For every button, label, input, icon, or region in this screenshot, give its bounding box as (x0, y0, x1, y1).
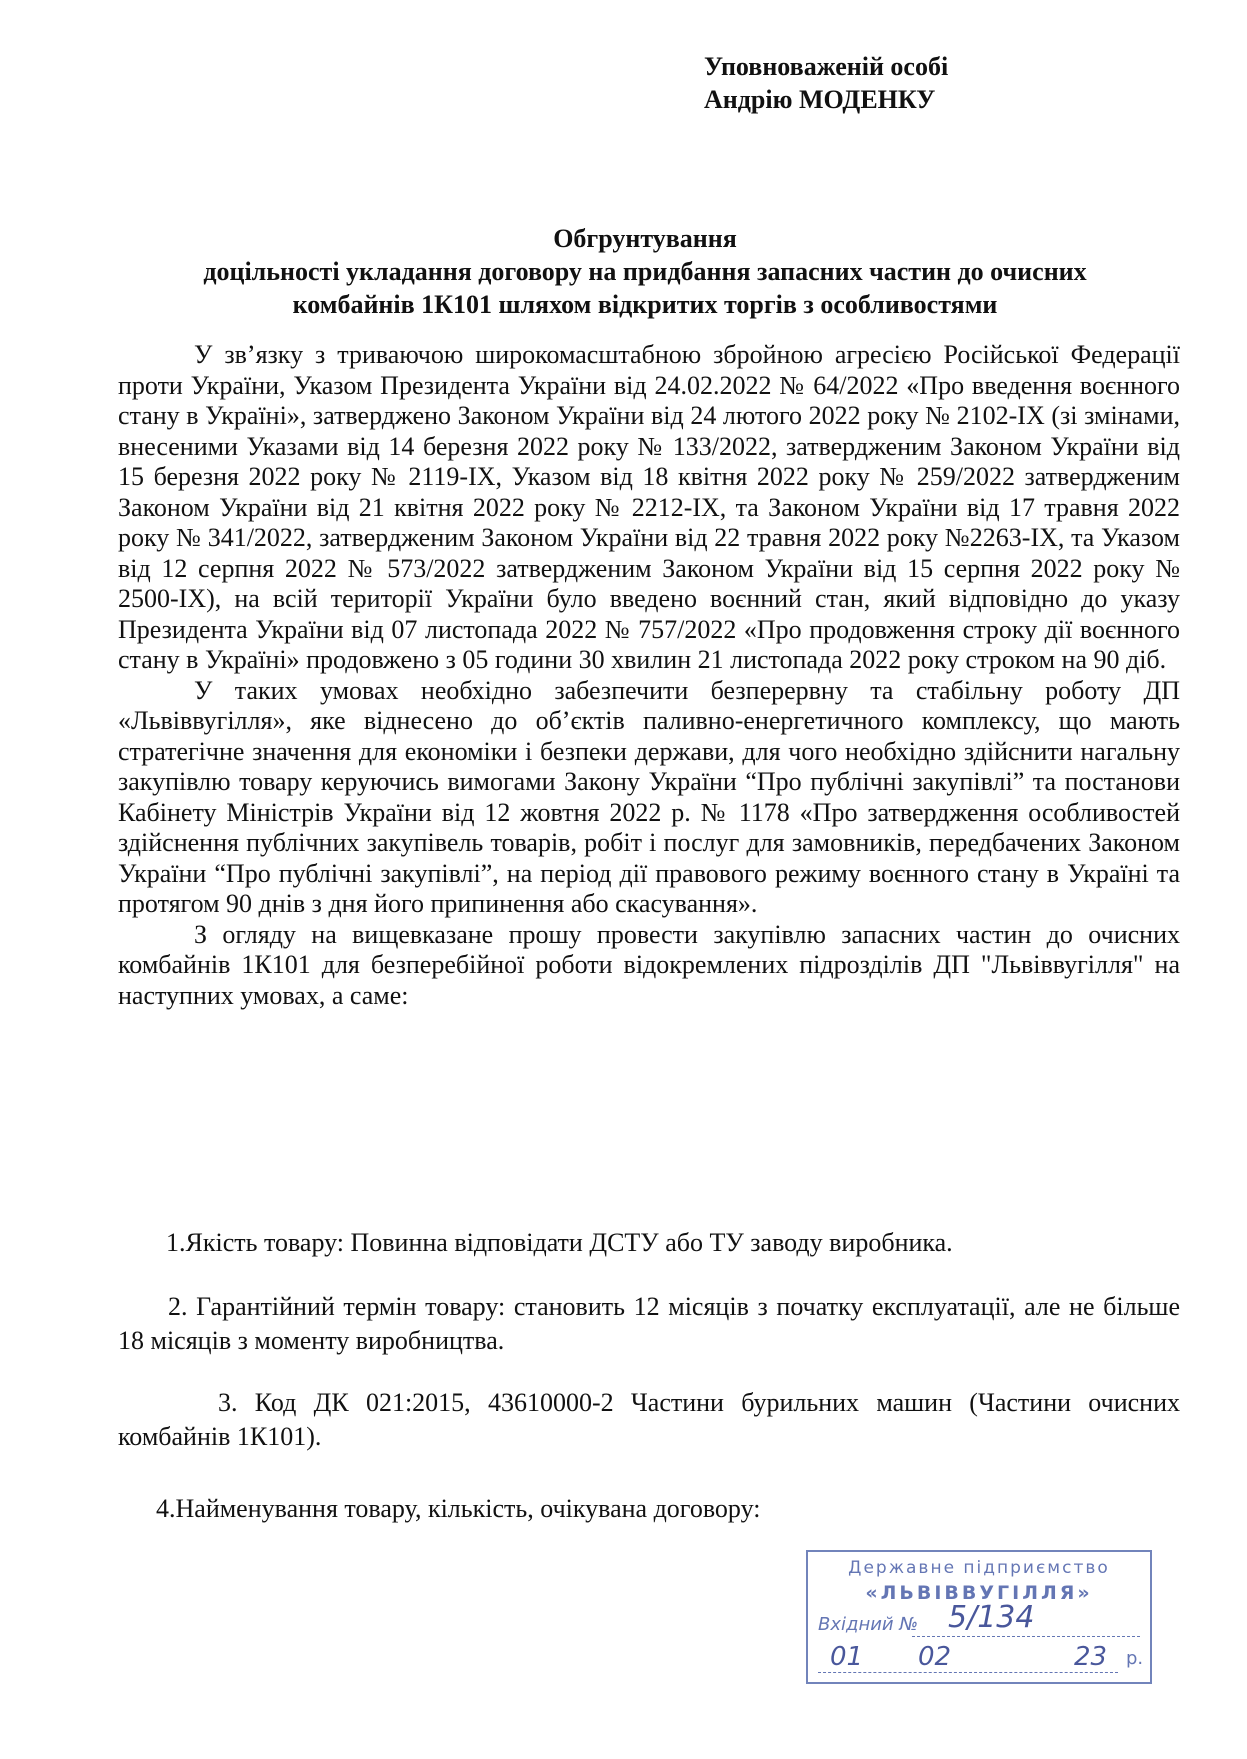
stamp-incoming-number: 5/134 (948, 1600, 1035, 1635)
item-quality: 1.Якість товару: Повинна відповідати ДСТУ або ТУ заводу виробника. (166, 1228, 953, 1257)
addressee-block (704, 50, 948, 116)
stamp-day: 01 (830, 1642, 864, 1672)
stamp-incoming-label: Вхідний № (818, 1614, 919, 1635)
addressee-position: Уповноваженій особі (704, 52, 949, 81)
document-title (110, 222, 1180, 321)
paragraph-procurement-need: У таких умовах необхідно забезпечити безперервну та стабільну роботу ДП «Львіввугілля», яке віднесено до об’єктів паливно-енергетичного комплексу, що мають стратегічне значення для економіки і безпеки держави, для чого необхідно здійснити нагальну закупівлю товару керуючись вимогами Закону України “Про публічні закупівлі” та постанови Кабінету Міністрів України від 12 жовтня 2022 р. № 1178 «Про затвердження особливостей здійснення публічних закупівель товарів, робіт і послуг для замовників, передбачених Законом України “Про публічні закупівлі”, на період дії правового режиму воєнного стану в Україні та протягом 90 днів з дня його припинення або скасування». (118, 675, 1180, 918)
title-line-3: комбайнів 1К101 шляхом відкритих торгів з особливостями (292, 290, 998, 319)
title-line-2: доцільності укладання договору на придбання запасних частин до очисних (203, 257, 1087, 286)
addressee-name: Андрію МОДЕНКУ (704, 85, 936, 114)
item-dk-code: 3. Код ДК 021:2015, 43610000-2 Частини бурильних машин (Частини очисних комбайнів 1К101). (118, 1388, 1180, 1451)
paragraph-request: З огляду на вищевказане прошу провести закупівлю запасних частин до очисних комбайнів 1К101 для безперебійної роботи відокремлених підрозділів ДП "Львіввугілля" на наступних умовах, а саме: (118, 919, 1180, 1010)
stamp-org-line-2: «ЛЬВІВВУГІЛЛЯ» (865, 1582, 1093, 1604)
incoming-stamp (806, 1550, 1152, 1684)
stamp-year: 23 (1074, 1642, 1108, 1672)
stamp-org-line-1: Державне підприємство (848, 1558, 1110, 1578)
item-warranty: 2. Гарантійний термін товару: становить 12 місяців з початку експлуатації, але не більше 18 місяців з моменту виробництва. (118, 1292, 1180, 1355)
paragraph-martial-law: У зв’язку з триваючою широкомасштабною збройною агресією Російської Федерації проти України, Указом Президента України від 24.02.2022 № 64/2022 «Про введення воєнного стану в Україні», затверджено Законом України від 24 лютого 2022 року № 2102-IX (зі змінами, внесеними Указами від 14 березня 2022 року № 133/2022, затвердженим Законом України від 15 березня 2022 року № 2119-IX, Указом від 18 квітня 2022 року № 259/2022 затвердженим Законом України від 21 квітня 2022 року № 2212-IX, та Законом України від 17 травня 2022 року № 341/2022, затвердженим Законом України від 22 травня 2022 року №2263-IX, та Указом від 12 серпня 2022 № 573/2022 затвердженим Законом України від 15 серпня 2022 року № 2500-IX), на всій території України було введено воєнний стан, який відповідно до указу Президента України від 07 листопада 2022 № 757/2022 «Про продовження строку дії воєнного стану в Україні» продовжено з 05 години 30 хвилин 21 листопада 2022 року строком на 90 діб. (118, 340, 1180, 674)
stamp-year-suffix: р. (1126, 1648, 1144, 1669)
stamp-month: 02 (918, 1642, 952, 1672)
item-goods-name: 4.Найменування товару, кількість, очікувана договору: (156, 1494, 761, 1523)
stamp-date-underline (818, 1672, 1118, 1673)
body-text (118, 340, 1180, 1011)
stamp-number-underline (912, 1636, 1140, 1637)
title-line-1: Обгрунтування (553, 224, 737, 253)
